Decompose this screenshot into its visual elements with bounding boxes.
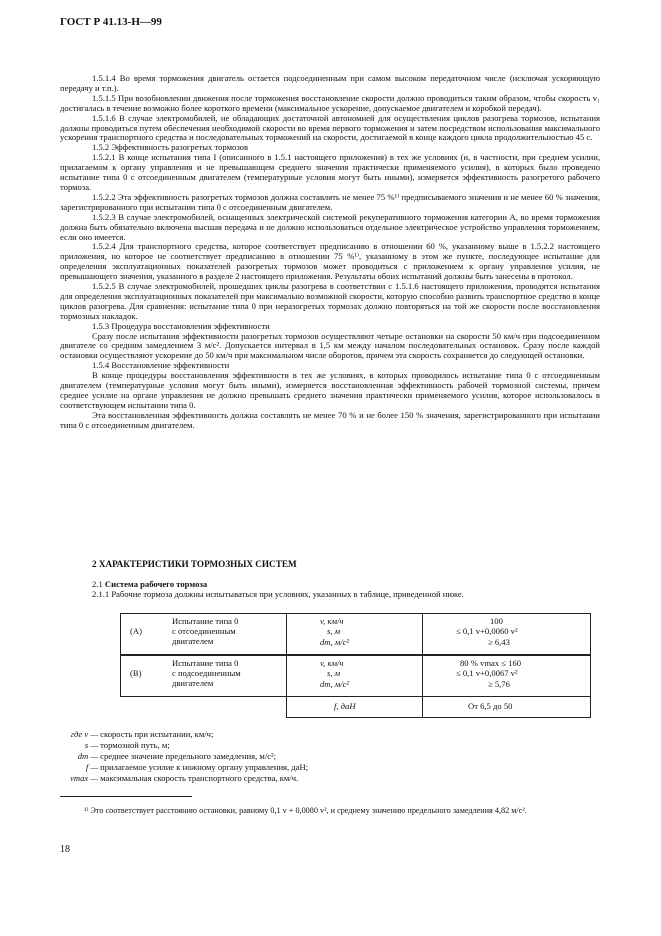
page-number: 18 bbox=[60, 844, 70, 855]
paragraph: Сразу после испытания эффективности разогретых тормозов осуществляют четыре остановки на скорости 50 км/ч при подсоединенном двигателе со средним замедлением 3 м/с². Допускается интервал в 1,5 км между началом последовательных остановок. Сразу после каждой остановки осуществляют ускорение до 50 км/ч при максимальном числе оборотов, причем эта скорость сохраняется до следующей остановки. bbox=[60, 330, 600, 361]
paragraph: 1.5.2.4 Для транспортного средства, которое соответствует предписанию в отношении 60 %, указанному выше в 1.5.2.2 настоящего приложения, но которое не соответствует предписанию в отношении 75 %¹⁾, указанному в этом же пункте, последующее испытание для определения эксплуатационных показателей разогретых тормозов может проводиться с приложением к органу управления усилия, не превышающего значения, указанного в разделе 2 настоящего приложения. Результаты обоих испытаний должны быть занесены в протокол. bbox=[60, 241, 600, 282]
row-b-value-2: ≤ 0,1 v+0,0067 v² bbox=[456, 668, 518, 678]
row-a-param-3: dm, м/с² bbox=[320, 637, 350, 647]
legend-symbol: f — bbox=[85, 762, 98, 772]
row-b-desc-1: Испытание типа 0 bbox=[172, 658, 239, 668]
legend-symbol: dm — bbox=[77, 751, 98, 761]
paragraph: 1.5.2 Эффективность разогретых тормозов bbox=[92, 142, 249, 153]
legend-text: прилагаемое усилие к ножному органу управления, даН; bbox=[100, 762, 309, 772]
paragraph: 1.5.1.6 В случае электромобилей, не обладающих достаточной автономией для осуществления циклов разогрева тормозов, испытания должны проводиться путем обеспечения необходимой скорости во время первого торможения и затем посредством использования максимального ускорения транспортного средства и последовательных торможений на скорости, достигаемой в конце каждого цикла продолжительностью 45 с. bbox=[60, 112, 600, 143]
section-title: 2 ХАРАКТЕРИСТИКИ ТОРМОЗНЫХ СИСТЕМ bbox=[92, 559, 297, 569]
body-text bbox=[60, 74, 600, 431]
subsection-number: 2.1 bbox=[92, 578, 103, 589]
footnote-divider bbox=[60, 796, 192, 797]
row-a-param-1: v, км/ч bbox=[320, 616, 344, 626]
legend-text: среднее значение предельного замедления, м/с²; bbox=[100, 751, 276, 761]
legend-text: скорость при испытании, км/ч; bbox=[100, 729, 214, 739]
row-f-value: От 6,5 до 50 bbox=[468, 701, 513, 711]
paragraph: 2.1.1 Рабочие тормоза должны испытываться при условиях, указанных в таблице, приведенной ниже. bbox=[92, 588, 464, 599]
legend-item bbox=[60, 752, 276, 762]
paragraph: В конце процедуры восстановления эффективности в тех же условиях, в которых проводилось испытание типа 0 с отсоединенным двигателем (температурные условия могут быть иными), измеряется восстановленная эффективность рабочей тормозной системы, причем среднее усилие на органе управления не должно превышать среднего значения практически применяемого усилия, которое использовалось в соответствующем испытании типа 0. bbox=[60, 370, 600, 410]
legend-item bbox=[60, 741, 170, 751]
legend-item bbox=[60, 774, 298, 784]
legend-item bbox=[60, 763, 308, 773]
legend-symbol: s — bbox=[84, 740, 98, 750]
conditions-table bbox=[120, 613, 600, 723]
row-b-desc-2: с подсоединенным bbox=[172, 668, 241, 678]
legend-text: тормозной путь, м; bbox=[100, 740, 170, 750]
paragraph: 1.5.2.3 В случае электромобилей, оснащенных электрической системой рекуперативного торможения категории А, во время торможения должна быть обязательно включена высшая передача и не должно использоваться отдельное электрическое устройство управления торможением, если оно имеется. bbox=[60, 211, 600, 242]
legend-item bbox=[60, 730, 213, 740]
legend-symbol: vmax — bbox=[70, 773, 98, 783]
row-b-param-1: v, км/ч bbox=[320, 658, 344, 668]
subsection-title: Система рабочего тормоза bbox=[104, 578, 208, 589]
paragraph: 1.5.2.2 Эта эффективность разогретых тормозов должна составлять не менее 75 %¹⁾ предписываемого значения и не менее 60 % значения, зарегистрированного при испытании типа 0 с отсоединенным двигателем. bbox=[60, 191, 600, 212]
row-a-desc-2: с отсоединенным bbox=[172, 626, 236, 636]
row-a-label: (A) bbox=[130, 626, 142, 636]
legend-symbol: где v — bbox=[70, 729, 98, 739]
row-b-label: (B) bbox=[130, 668, 142, 678]
row-a-value-3: ≥ 6,43 bbox=[488, 637, 510, 647]
row-a-value-1: 100 bbox=[490, 616, 503, 626]
footnote: ¹⁾ Это соответствует расстоянию остановки, равному 0,1 v + 0,0080 v², и среднему значению предельного замедления 4,82 м/с². bbox=[84, 806, 527, 815]
row-a-desc-3: двигателем bbox=[172, 636, 214, 646]
row-a-value-2: ≤ 0,1 v+0,0060 v² bbox=[456, 626, 518, 636]
row-b-param-3: dm, м/с² bbox=[320, 679, 350, 689]
paragraph: 1.5.4 Восстановление эффективности bbox=[92, 360, 230, 371]
row-a-desc-1: Испытание типа 0 bbox=[172, 616, 239, 626]
row-b-param-2: s, м bbox=[327, 668, 341, 678]
row-b-desc-3: двигателем bbox=[172, 678, 214, 688]
paragraph: 1.5.1.5 При возобновлении движения после торможения восстановление скорости должно проводиться таким образом, чтобы скорость v₁ достигалась в течение возможно более короткого времени (максимальное ускорение, допускаемое двигателем и коробкой передач). bbox=[60, 92, 600, 113]
paragraph: 1.5.2.1 В конце испытания типа I (описанного в 1.5.1 настоящего приложения) в тех же условиях (и, в частности, при среднем усилии, прилагаемом к органу управления и не превышающем среднего значения практически применяемого усилия), в которых было проведено испытание типа 0 с отсоединенным двигателем (температурные условия могут быть иными), измеряется эффективность разогретого рабочего тормоза. bbox=[60, 152, 600, 192]
row-b-value-1: 80 % vmax ≤ 160 bbox=[460, 658, 522, 668]
row-a-param-2: s, м bbox=[327, 626, 341, 636]
paragraph: 1.5.1.4 Во время торможения двигатель остается подсоединенным при самом высоком передаточном числе (исключая ускоряющую передачу и т.п.). bbox=[60, 73, 600, 93]
row-b-value-3: ≥ 5,76 bbox=[488, 679, 510, 689]
page-header: ГОСТ Р 41.13-Н—99 bbox=[60, 16, 162, 28]
paragraph: Эта восстановленная эффективность должна составлять не менее 70 % и не более 150 % значения, зарегистрированного при испытании типа 0 с отсоединенным двигателем. bbox=[60, 409, 600, 430]
legend-text: максимальная скорость транспортного средства, км/ч. bbox=[100, 773, 299, 783]
row-f-param: f, даН bbox=[334, 701, 356, 711]
paragraph: 1.5.3 Процедура восстановления эффективности bbox=[92, 320, 270, 331]
paragraph: 1.5.2.5 В случае электромобилей, прошедших циклы разогрева в соответствии с 1.5.1.6 настоящего приложения, проводятся испытания для определения эксплуатационных показателей при максимально возможной скорости, которую способно развить транспортное средство в конце циклов разогрева. Для сравнения: испытание типа 0 при неразогретых тормозах должно повторяться на той же скорости после восстановления тормозных накладок. bbox=[60, 281, 600, 321]
section-2 bbox=[60, 560, 600, 600]
